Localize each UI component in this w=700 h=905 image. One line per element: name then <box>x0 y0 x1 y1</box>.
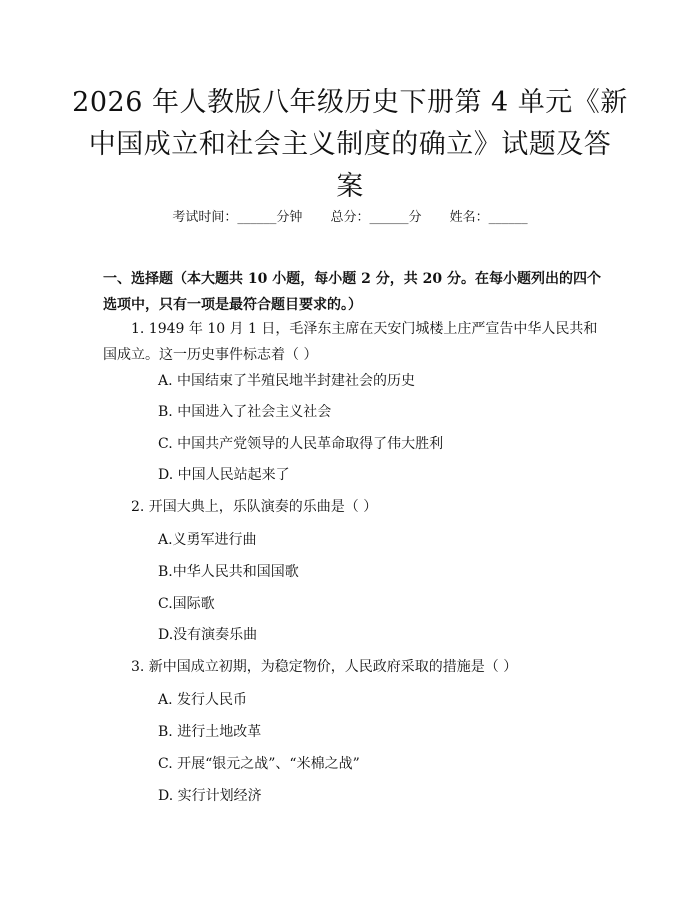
question-1-option-d: D. 中国人民站起来了 <box>158 467 290 483</box>
total-score: 总分：______分 <box>330 210 422 225</box>
question-stem-2: 2. 开国大典上，乐队演奏的乐曲是（ ） <box>131 499 378 515</box>
section-heading: 一、选择题（本大题共 10 小题，每小题 2 分，共 20 分。在每小题列出的四个选项中，只有一项是最符合题目要求的。） <box>103 271 601 313</box>
question-2-option-c: C.国际歌 <box>158 596 215 612</box>
title-line-3: 案 <box>336 171 364 202</box>
question-3-option-a: A. 发行人民币 <box>158 692 248 708</box>
question-3-option-b: B. 进行土地改革 <box>158 724 262 740</box>
question-2-option-d: D.没有演奏乐曲 <box>158 627 258 643</box>
exam-meta <box>0 206 700 225</box>
question-3-option-d: D. 实行计划经济 <box>158 788 262 804</box>
question-2-option-b: B.中华人民共和国国歌 <box>158 564 299 580</box>
question-1-option-c: C. 中国共产党领导的人民革命取得了伟大胜利 <box>158 436 444 452</box>
question-1-option-a: A. 中国结束了半殖民地半封建社会的历史 <box>158 373 416 389</box>
question-stem-1: 1. 1949 年 10 月 1 日，毛泽东主席在天安门城楼上庄严宣告中华人民共和国成立。这一历史事件标志着（ ） <box>103 321 598 363</box>
question-1-option-b: B. 中国进入了社会主义社会 <box>158 404 332 420</box>
exam-time: 考试时间：______分钟 <box>172 210 303 225</box>
question-stem-3: 3. 新中国成立初期，为稳定物价，人民政府采取的措施是（ ） <box>131 659 518 675</box>
title-line-1: 2026 年人教版八年级历史下册第 4 单元《新 <box>72 87 628 118</box>
question-3-option-c: C. 开展“银元之战”、“米棉之战” <box>158 756 360 772</box>
title-line-2: 中国成立和社会主义制度的确立》试题及答 <box>88 129 612 160</box>
document-title <box>60 82 640 208</box>
question-2-option-a: A.义勇军进行曲 <box>158 532 257 548</box>
student-name: 姓名：______ <box>449 210 528 225</box>
